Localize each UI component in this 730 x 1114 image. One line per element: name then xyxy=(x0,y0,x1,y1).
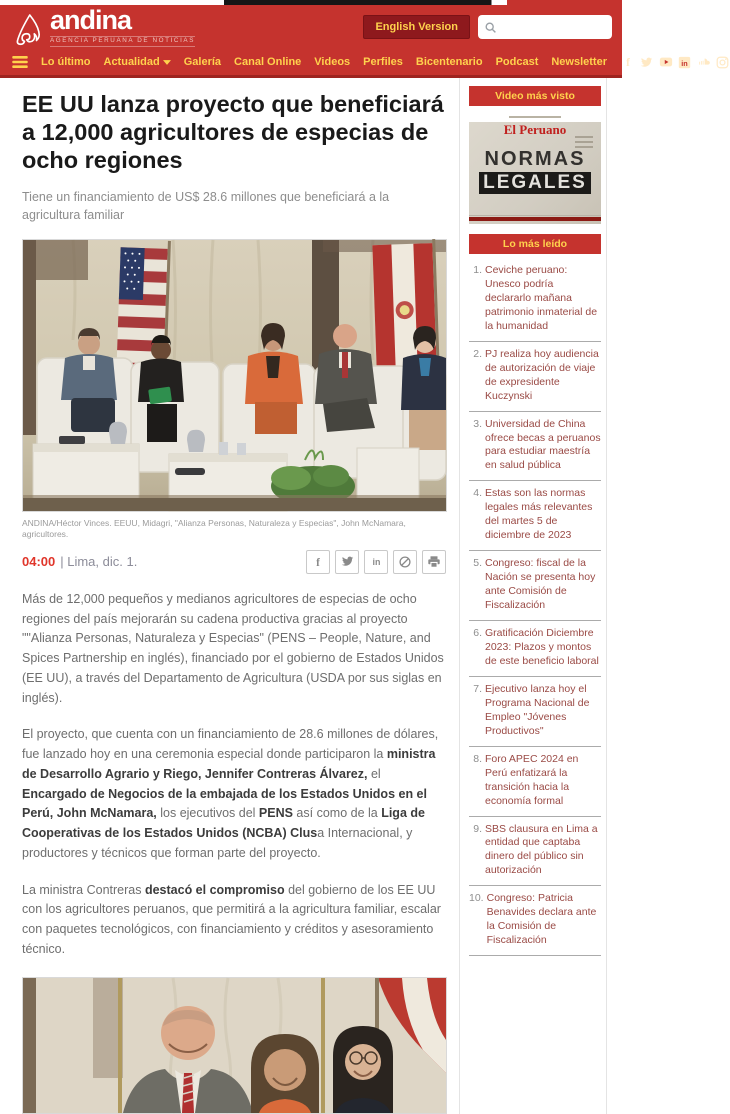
english-version-button[interactable]: English Version xyxy=(363,15,470,39)
legales-text: LEGALES xyxy=(479,172,591,194)
nav-item-podcast[interactable]: Podcast xyxy=(495,56,539,68)
photo-caption: ANDINA/Héctor Vinces. EEUU, Midagri, "Alianza Personas, Naturaleza y Especias", John McNamara, agricultores. xyxy=(22,517,406,539)
most-read-item[interactable] xyxy=(469,481,601,551)
search-box[interactable] xyxy=(478,15,612,39)
hamburger-menu-icon[interactable] xyxy=(12,56,28,68)
nav-item-bicentenario[interactable]: Bicentenario xyxy=(415,56,483,68)
most-read-item[interactable] xyxy=(469,342,601,412)
most-read-title: Congreso: Patricia Benavides declara ante la Comisión de Fiscalización xyxy=(486,892,597,947)
article-title: EE UU lanza proyecto que beneficiará a 12,000 agricultores de especias de ocho regiones xyxy=(22,91,444,174)
chevron-down-icon xyxy=(163,60,171,65)
most-read-title: Foro APEC 2024 en Perú enfatizará la transición hacia la economía formal xyxy=(485,752,579,807)
article-column xyxy=(0,78,460,1114)
article-paragraph: El proyecto, que cuenta con un financiamiento de 28.6 millones de dólares, fue lanzado hoy en una ceremonia especial donde participaron la ministra de Desarrollo Agrario y Riego, Jennifer Contreras Álvarez, el Encargado de Negocios de la embajada de los Estados Unidos en el Perú, John McNamara, los ejecutivos del PENS así como de la Liga de Cooperativas de los Estados Unidos (NCBA) Clusa Internacional, y productores y técnicos que forman parte del proyecto. xyxy=(22,727,439,860)
instagram-icon[interactable] xyxy=(715,55,730,70)
article-body xyxy=(22,590,446,960)
search-input[interactable] xyxy=(501,20,595,34)
most-read-title: Gratificación Diciembre 2023: Plazos y montos de este beneficio laboral xyxy=(485,627,599,667)
most-read-rank: 6. xyxy=(473,627,482,640)
most-read-rank: 2. xyxy=(473,347,482,360)
share-print-button[interactable] xyxy=(422,550,446,574)
most-read-title: Universidad de China ofrece becas a peruanos para estudiar maestría en salud pública xyxy=(485,417,601,472)
most-read-title: Estas son las normas legales más relevantes del martes 5 de diciembre de 2023 xyxy=(485,487,593,542)
site-header xyxy=(0,5,622,49)
share-buttons xyxy=(306,550,446,574)
el-peruano-masthead: El Peruano xyxy=(469,122,601,138)
article-subtitle: Tiene un financiamiento de US$ 28.6 millones que beneficiará a la agricultura familiar xyxy=(22,189,390,222)
article-paragraph: La ministra Contreras destacó el compromiso del gobierno de los EE UU con los agricultores peruanos, que permitirá a la agricultura familiar, escalar con paquetes tecnológicos, con financiamiento y créditos y asesoramiento técnico. xyxy=(22,882,441,956)
normas-text: NORMAS xyxy=(484,148,586,170)
svg-text:f: f xyxy=(316,557,320,570)
nav-item-canal-online[interactable]: Canal Online xyxy=(234,56,302,68)
svg-text:in: in xyxy=(681,58,688,68)
most-read-item[interactable] xyxy=(469,677,601,747)
dateline: | Lima, dic. 1. xyxy=(60,554,138,570)
nav-item-perfiles[interactable]: Perfiles xyxy=(363,56,403,68)
most-read-rank: 8. xyxy=(473,752,482,765)
thumbnail-bottom-bar xyxy=(469,217,601,221)
svg-text:in: in xyxy=(372,557,380,568)
most-read-rank: 5. xyxy=(473,557,482,570)
most-read-item[interactable] xyxy=(469,258,601,342)
most-read-item[interactable] xyxy=(469,551,601,621)
logo-tagline: AGENCIA PERUANA DE NOTICIAS xyxy=(50,36,195,46)
twitter-icon[interactable] xyxy=(639,55,654,70)
most-read-title: SBS clausura en Lima a entidad que captaba dinero del público sin autorización xyxy=(485,822,598,877)
most-read-title: PJ realiza hoy audiencia de autorización de viaje de expresidente Kuczynski xyxy=(485,347,599,402)
nav-item-newsletter[interactable]: Newsletter xyxy=(551,56,607,68)
most-read-item[interactable] xyxy=(469,886,601,956)
most-read-rank: 4. xyxy=(473,487,482,500)
video-most-viewed-header[interactable]: Video más visto xyxy=(469,86,601,106)
most-read-title: Ceviche peruano: Unesco podría declararlo mañana patrimonio inmaterial de la humanidad xyxy=(485,264,598,332)
share-whatsapp-button[interactable] xyxy=(393,550,417,574)
article-paragraph: Más de 12,000 pequeños y medianos agricultores de especias de ocho regiones del país mejorarán su cadena productiva gracias al proyecto ""Alianza Personas, Naturaleza y Especias" (PENS – People, Nature, and Spices Partnership en inglés), financiado por el gobierno de Estados Unidos (EE UU), a través del Departamento de Agricultura (USDA por sus siglas en inglés). xyxy=(22,591,444,705)
andina-logo[interactable] xyxy=(14,7,195,46)
article-meta xyxy=(22,550,446,574)
andina-bird-icon xyxy=(14,13,44,47)
nav-social xyxy=(620,55,730,70)
nav-menu xyxy=(41,56,607,68)
article-photo xyxy=(22,239,447,512)
most-read-title: Ejecutivo lanza hoy el Programa Nacional de Empleo "Jóvenes Productivos" xyxy=(485,682,590,737)
linkedin-icon[interactable] xyxy=(677,55,692,70)
most-read-rank: 10. xyxy=(469,892,484,905)
most-read-rank: 1. xyxy=(473,264,482,276)
soundcloud-icon[interactable] xyxy=(696,55,711,70)
main-nav xyxy=(0,49,688,78)
most-read-list xyxy=(469,258,601,956)
share-facebook-button[interactable] xyxy=(306,550,330,574)
most-read-rank: 3. xyxy=(473,417,482,430)
most-read-rank: 9. xyxy=(473,822,482,835)
most-read-header[interactable]: Lo más leído xyxy=(469,234,601,254)
most-read-item[interactable] xyxy=(469,817,601,887)
share-twitter-button[interactable] xyxy=(335,550,359,574)
publish-time: 04:00 xyxy=(22,554,56,570)
nav-item-videos[interactable]: Videos xyxy=(314,56,351,68)
svg-text:f: f xyxy=(625,57,630,70)
most-read-item[interactable] xyxy=(469,412,601,482)
most-read-item[interactable] xyxy=(469,747,601,817)
nav-item-lo-ultimo[interactable]: Lo último xyxy=(41,56,91,68)
most-read-rank: 7. xyxy=(473,682,482,695)
most-read-item[interactable] xyxy=(469,621,601,677)
youtube-icon[interactable] xyxy=(658,55,673,70)
video-thumbnail[interactable] xyxy=(469,122,601,224)
article-photo-secondary xyxy=(22,977,447,1114)
nav-item-galeria[interactable]: Galería xyxy=(183,56,222,68)
most-read-title: Congreso: fiscal de la Nación se presenta hoy ante Comisión de Fiscalización xyxy=(485,557,596,612)
nav-item-actualidad[interactable]: Actualidad xyxy=(104,56,171,68)
share-linkedin-button[interactable] xyxy=(364,550,388,574)
search-icon xyxy=(484,21,497,34)
sidebar xyxy=(460,78,607,1114)
facebook-icon[interactable] xyxy=(620,55,635,70)
logo-wordmark: andina xyxy=(50,5,132,36)
